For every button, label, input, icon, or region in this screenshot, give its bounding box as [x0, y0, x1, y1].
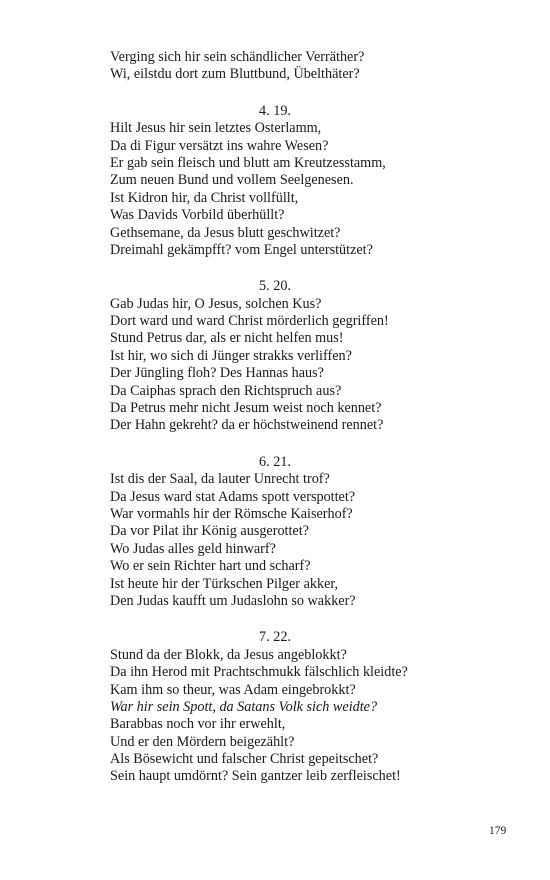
stanza-4-19 — [110, 103, 530, 260]
verse-line: Stund Petrus dar, als er nicht helfen mus! — [110, 330, 344, 347]
verse-line: Zum neuen Bund und vollem Seelgenesen. — [110, 172, 354, 189]
verse-line: Er gab sein fleisch und blutt am Kreutzesstamm, — [110, 154, 386, 171]
verse-line: Wi, eilstdu dort zum Bluttbund, Übelthäter? — [110, 66, 360, 83]
verse-line: Sein haupt umdörnt? Sein gantzer leib zerfleischet! — [110, 768, 401, 785]
verse-line: Ist Kidron hir, da Christ vollfüllt, — [110, 189, 299, 206]
verse-line: Verging sich hir sein schändlicher Verräther? — [110, 49, 365, 65]
stanza-number: 6. 21. — [259, 453, 291, 470]
verse-line: Da Caiphas sprach den Richtspruch aus? — [110, 382, 342, 399]
verse-line: Gab Judas hir, O Jesus, solchen Kus? — [110, 295, 322, 312]
verse-line: Kam ihm so theur, was Adam eingebrokkt? — [110, 681, 356, 698]
verse-line: Da vor Pilat ihr König ausgerottet? — [110, 523, 309, 540]
verse-line: Hilt Jesus hir sein letztes Osterlamm, — [110, 120, 322, 137]
verse-line: Dreimahl gekämpfft? vom Engel unterstützet? — [110, 241, 373, 258]
verse-line-italic: War hir sein Spott, da Satans Volk sich weidte? — [110, 698, 378, 715]
verse-line: Der Hahn gekreht? da er höchstweinend rennet? — [110, 417, 384, 434]
verse-line: Gethsemane, da Jesus blutt geschwitzet? — [110, 224, 341, 241]
verse-line: Wo Judas alles geld hinwarf? — [110, 540, 276, 557]
verse-line: Was Davids Vorbild überhüllt? — [110, 207, 285, 224]
stanza-number: 4. 19. — [259, 102, 291, 119]
verse-line: Dort ward und ward Christ mörderlich gegriffen! — [110, 313, 389, 330]
stanza-number: 7. 22. — [259, 629, 291, 646]
poem-text — [110, 49, 530, 786]
page-number: 179 — [489, 825, 507, 837]
verse-line: Als Bösewicht und falscher Christ gepeitschet? — [110, 751, 379, 768]
verse-line: War vormahls hir der Römsche Kaiserhof? — [110, 505, 353, 522]
verse-line: Da Jesus ward stat Adams spott verspottet? — [110, 488, 356, 505]
verse-line: Ist dis der Saal, da lauter Unrecht trof? — [110, 471, 330, 488]
verse-line: Da ihn Herod mit Prachtschmukk fälschlich kleidte? — [110, 664, 408, 681]
verse-line: Ist heute hir der Türkschen Pilger akker, — [110, 575, 339, 592]
verse-line: Da Petrus mehr nicht Jesum weist noch kennet? — [110, 400, 382, 417]
verse-line: Den Judas kaufft um Judaslohn so wakker? — [110, 592, 356, 609]
verse-line: Ist hir, wo sich di Jünger strakks verliffen? — [110, 347, 352, 364]
stanza-7-22 — [110, 629, 530, 786]
verse-line: Und er den Mördern beigezählt? — [110, 733, 295, 750]
verse-line: Barabbas noch vor ihr erwehlt, — [110, 716, 286, 733]
stanza-5-20 — [110, 278, 530, 435]
verse-line: Der Jüngling floh? Des Hannas haus? — [110, 365, 324, 382]
opening-lines — [110, 49, 530, 84]
stanza-6-21 — [110, 454, 530, 611]
verse-line: Da di Figur versätzt ins wahre Wesen? — [110, 137, 329, 154]
stanza-number: 5. 20. — [259, 278, 291, 295]
verse-line: Stund da der Blokk, da Jesus angeblokkt? — [110, 646, 347, 663]
verse-line: Wo er sein Richter hart und scharf? — [110, 558, 311, 575]
